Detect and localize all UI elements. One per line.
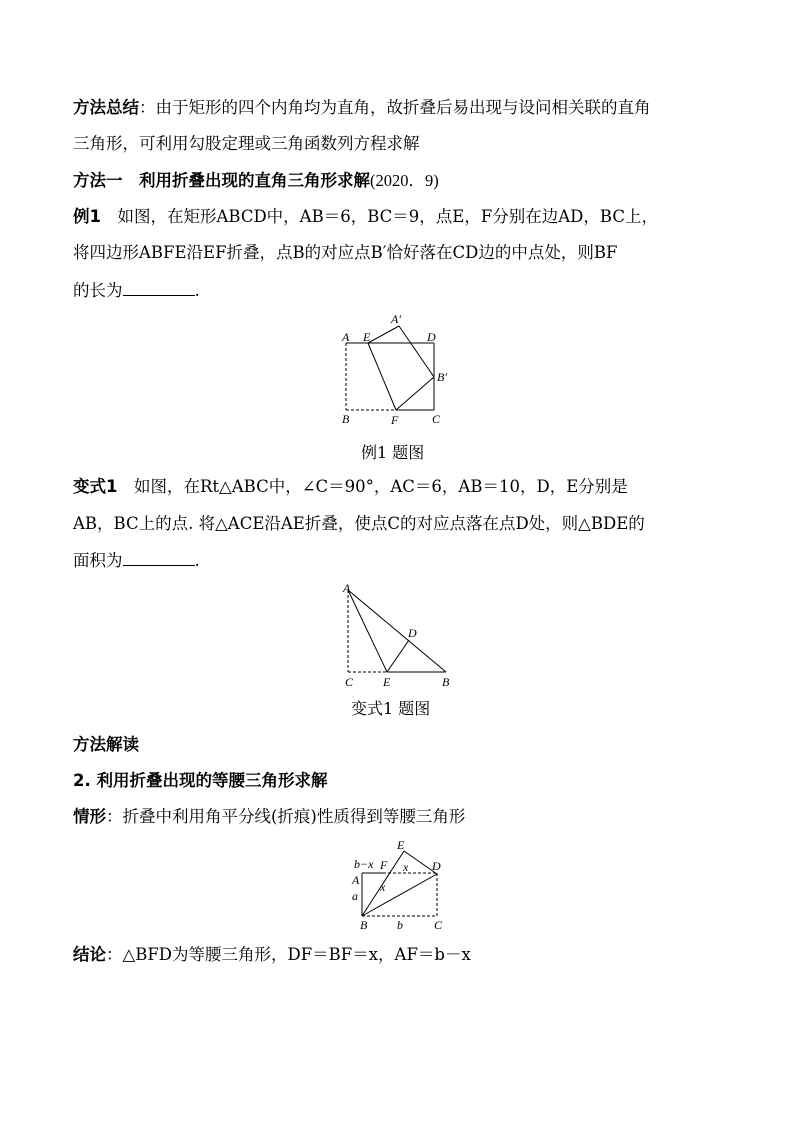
fig2-label-c: C [345, 675, 354, 689]
example1-answer-blank [123, 280, 195, 296]
method1-heading [73, 170, 439, 192]
summary-line-1 [73, 97, 651, 119]
fig3-label-c: C [434, 918, 443, 932]
example1-figure [336, 312, 456, 427]
section2-title: 2. 利用折叠出现的等腰三角形求解 [73, 771, 328, 790]
fig1-label-b: B [342, 412, 350, 426]
variant1-figure [338, 580, 458, 690]
method1-year: (2020．9) [370, 171, 439, 190]
section2-figure [346, 838, 456, 933]
fig3-label-x-top: x [403, 860, 409, 874]
fig3-label-side-a: a [352, 889, 358, 903]
variant1-line-2: AB，BC上的点. 将△ACE沿AE折叠，使点C的对应点落在点D处，则△BDE的 [73, 514, 645, 533]
situation-text: ：折叠中利用角平分线(折痕)性质得到等腰三角形 [106, 807, 466, 826]
fig2-label-e: E [383, 675, 391, 689]
situation-line [73, 806, 465, 828]
summary-line-2: 三角形，可利用勾股定理或三角函数列方程求解 [73, 134, 420, 153]
example1-line-2: 将四边形ABFE沿EF折叠，点B的对应点B′恰好落在CD边的中点处，则BF [73, 243, 618, 262]
method1-title: 方法一 利用折叠出现的直角三角形求解 [73, 171, 370, 190]
fig3-label-x-mid: x [380, 880, 386, 894]
fig3-label-b: B [360, 918, 368, 932]
fig1-label-d: D [427, 330, 436, 344]
fig1-label-a: A [342, 330, 350, 344]
variant1-text-3: 面积为 [73, 551, 123, 570]
example1-text-1: 如图，在矩形ABCD中，AB＝6，BC＝9，点E，F分别在边AD，BC上， [100, 207, 658, 226]
variant1-text-1: 如图，在Rt△ABC中，∠C＝90°，AC＝6，AB＝10，D，E分别是 [117, 477, 628, 496]
fig1-label-b-prime: B′ [437, 370, 447, 384]
fig2-label-d: D [408, 626, 417, 640]
method-reading-heading: 方法解读 [73, 735, 139, 754]
fig1-label-c: C [432, 412, 441, 426]
variant1-line-3 [73, 550, 200, 572]
variant1-label: 变式1 [73, 477, 118, 496]
fig2-label-a: A [343, 581, 351, 595]
example1-line-3 [73, 280, 200, 302]
variant1-caption: 变式1 题图 [351, 699, 431, 718]
fig3-label-a: A [352, 873, 360, 887]
example1-period: . [194, 281, 200, 300]
situation-label: 情形 [73, 807, 106, 826]
variant1-period: . [194, 551, 200, 570]
fig3-label-d: D [432, 859, 441, 873]
fig3-label-e: E [397, 838, 405, 852]
fig3-label-side-b: b [397, 918, 403, 932]
fig2-label-b: B [442, 675, 450, 689]
conclusion-label: 结论 [73, 945, 106, 964]
example1-text-3: 的长为 [73, 281, 123, 300]
variant1-line-1 [73, 476, 628, 498]
fig1-label-a-prime: A′ [391, 312, 401, 326]
example1-label: 例1 [73, 207, 101, 226]
summary-label: 方法总结 [73, 98, 139, 117]
fig1-label-e: E [363, 330, 371, 344]
fig3-label-b-minus-x: b−x [354, 857, 374, 871]
conclusion-line [73, 944, 471, 966]
example1-caption: 例1 题图 [361, 443, 425, 462]
conclusion-text: ：△BFD为等腰三角形，DF＝BF＝x，AF＝b－x [106, 945, 471, 964]
summary-text-1: ：由于矩形的四个内角均为直角，故折叠后易出现与设问相关联的直角 [139, 98, 651, 117]
fig3-label-f: F [380, 858, 388, 872]
fig1-label-f: F [391, 413, 399, 427]
example1-line-1 [73, 206, 658, 228]
variant1-answer-blank [123, 550, 195, 566]
